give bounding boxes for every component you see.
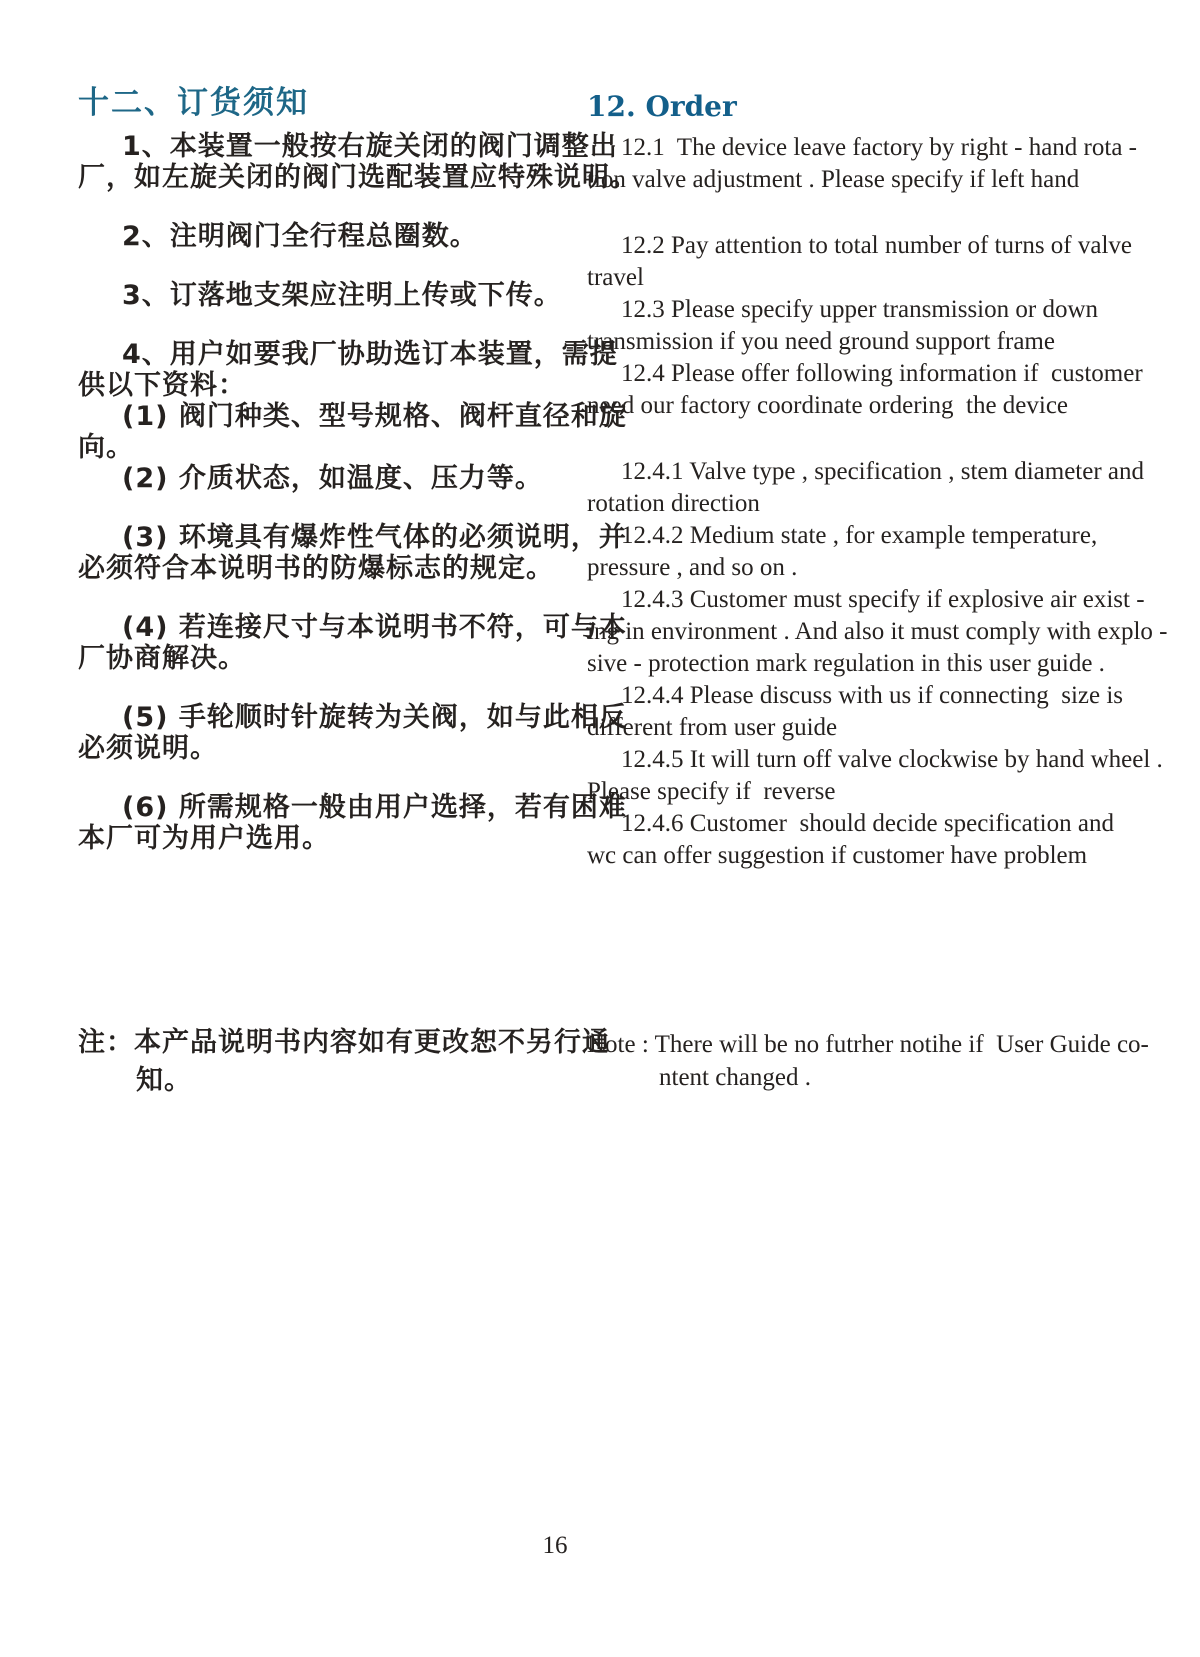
en-text-line: sive - protection mark regulation in this user guide . [587,650,1105,677]
en-paragraph [587,584,1168,680]
en-paragraph [587,230,1133,294]
en-text-line: 12.4.2 Medium state , for example temperature, [621,522,1098,549]
zh-text-line: (2) 介质状态，如温度、压力等。 [122,463,543,494]
zh-text-line: (3) 环境具有爆炸性气体的必须说明，并 [122,522,627,553]
en-paragraph [587,744,1163,808]
zh-paragraph [78,702,627,764]
en-text-line: pressure , and so on . [587,554,798,581]
en-text-line: travel [587,264,644,291]
zh-text-line: 4、用户如要我厂协助选订本装置，需提 [122,339,618,370]
zh-text-line: 必须符合本说明书的防爆标志的规定。 [78,553,554,584]
en-text-line: tion valve adjustment . Please specify if left hand [587,166,1080,193]
zh-text-line: 供以下资料： [78,370,246,401]
en-text-line: 12.4 Please offer following information if customer [621,360,1143,387]
zh-text-line: 1、本装置一般按右旋关闭的阀门调整出 [122,131,618,162]
en-text-line: 12.3 Please specify upper transmission or down [621,296,1099,323]
page-number: 16 [542,1532,568,1559]
zh-paragraph [78,221,530,252]
note-zh [78,1024,610,1100]
note-en [587,1028,1149,1094]
en-text-line: 12.4.4 Please discuss with us if connecting size is [621,682,1124,709]
en-text-line: wc can offer suggestion if customer have problem [587,842,1088,869]
zh-text-line: 3、订落地支架应注明上传或下传。 [122,280,562,311]
en-paragraph [587,294,1099,358]
en-text-line: 12.4.5 It will turn off valve clockwise by hand wheel . [621,746,1163,773]
zh-text-line: (6) 所需规格一般由用户选择，若有困难 [122,792,627,823]
zh-text-line: 向。 [78,432,134,463]
en-paragraph [587,132,1138,196]
zh-text-line: 2、注明阀门全行程总圈数。 [122,221,478,252]
zh-paragraph [78,612,627,674]
zh-paragraph [78,280,562,311]
en-paragraph [587,808,1114,872]
zh-text-line: (1) 阀门种类、型号规格、阀杆直径和旋 [122,401,627,432]
en-text-line: Please specify if reverse [587,778,836,805]
zh-text-line: (5) 手轮顺时针旋转为关阀，如与此相反 [122,702,627,733]
zh-note-line: 知。 [136,1065,192,1096]
zh-text-line: 必须说明。 [78,733,218,764]
zh-paragraph [78,339,618,401]
zh-text-line: (4) 若连接尺寸与本说明书不符，可与本 [122,612,627,643]
en-text-line: ing in environment . And also it must comply with explo - [587,618,1168,645]
zh-note-line: 注：本产品说明书内容如有更改恕不另行通 [78,1027,610,1058]
section-heading-en: 12. Order [587,90,737,123]
en-paragraph [587,520,1098,584]
english-column [587,90,1168,872]
english-paragraphs [587,132,1168,872]
en-text-line: 12.2 Pay attention to total number of turns of valve [621,232,1133,259]
en-text-line: transmission if you need ground support frame [587,328,1055,355]
en-note-line: ntent changed . [659,1064,812,1091]
en-text-line: different from user guide [587,714,838,741]
en-text-line: 12.4.6 Customer should decide specification and [621,810,1114,837]
zh-paragraph [78,463,543,494]
section-heading-zh: 十二、订货须知 [78,85,309,121]
en-text-line: need our factory coordinate ordering the device [587,392,1069,419]
en-text-line: 12.1 The device leave factory by right - hand rota - [621,134,1138,161]
zh-text-line: 厂，如左旋关闭的阀门选配装置应特殊说明。 [78,162,638,193]
en-text-line: 12.4.1 Valve type , specification , stem diameter and [621,458,1144,485]
zh-text-line: 本厂可为用户选用。 [78,823,330,854]
en-text-line: rotation direction [587,490,760,517]
zh-paragraph [78,792,627,854]
zh-paragraph [78,522,627,584]
zh-paragraph [78,401,627,463]
en-paragraph [587,358,1143,422]
en-paragraph [587,456,1144,520]
zh-text-line: 厂协商解决。 [78,643,246,674]
en-note-line: Note : There will be no futrher notihe if User Guide co- [587,1031,1149,1058]
zh-paragraph [78,131,638,193]
en-text-line: 12.4.3 Customer must specify if explosive air exist - [621,586,1145,613]
en-paragraph [587,680,1124,744]
